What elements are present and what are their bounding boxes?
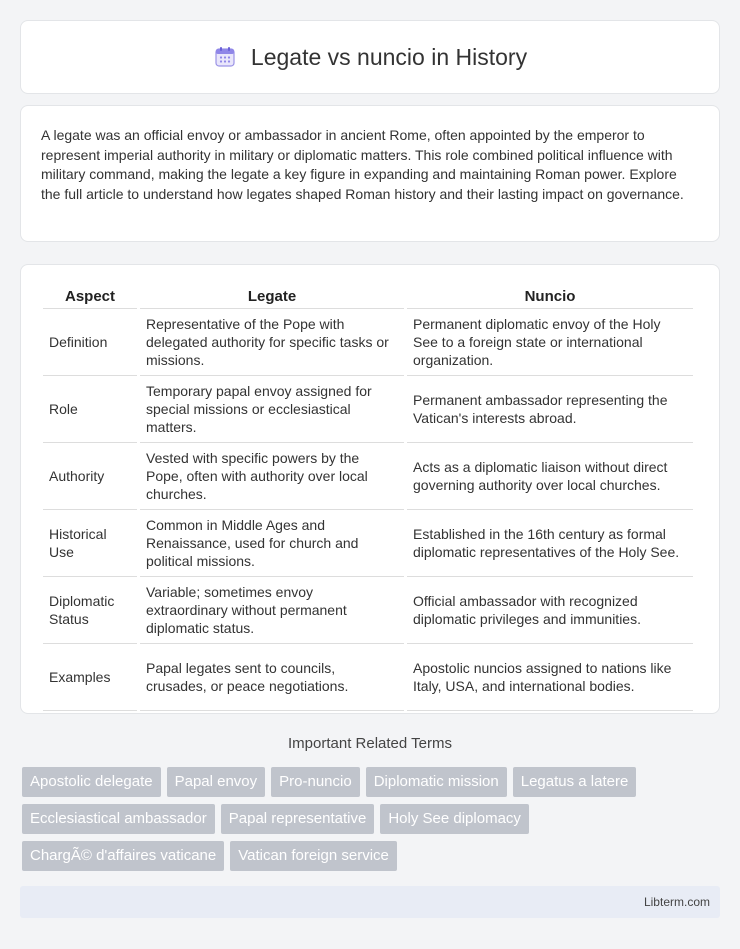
cell-nuncio: Permanent ambassador representing the Vatican's interests abroad. [407,376,693,443]
comparison-card [20,264,720,714]
header-nuncio: Nuncio [407,285,693,309]
cell-legate: Papal legates sent to councils, crusades, or peace negotiations. [140,644,404,711]
cell-legate: Representative of the Pope with delegated authority for specific tasks or missions. [140,309,404,376]
table-row [43,309,693,376]
cell-nuncio: Official ambassador with recognized diplomatic privileges and immunities. [407,577,693,644]
term-tag[interactable]: Ecclesiastical ambassador [22,804,215,834]
table-row [43,443,693,510]
term-tag[interactable]: Apostolic delegate [22,767,161,797]
cell-legate: Variable; sometimes envoy extraordinary without permanent diplomatic status. [140,577,404,644]
footer-bar [20,886,720,918]
table-header-row [43,285,693,309]
cell-aspect: Definition [43,309,137,376]
term-tag[interactable]: Legatus a latere [513,767,637,797]
cell-legate: Common in Middle Ages and Renaissance, used for church and political missions. [140,510,404,577]
header-legate: Legate [140,285,404,309]
cell-legate: Vested with specific powers by the Pope, often with authority over local churches. [140,443,404,510]
intro-text: A legate was an official envoy or ambassador in ancient Rome, often appointed by the emperor to represent imperial authority in military or diplomatic matters. This role combined political influence with military command, making the legate a key figure in expanding and maintaining Roman power. Explore the full article to understand how legates shaped Roman history and their lasting impact on governance. [41,127,684,202]
term-tag[interactable]: Diplomatic mission [366,767,507,797]
footer-site-link[interactable]: Libterm.com [643,895,710,909]
related-terms-list [22,767,722,871]
cell-aspect: Historical Use [43,510,137,577]
comparison-table [40,285,696,711]
cell-nuncio: Established in the 16th century as formal diplomatic representatives of the Holy See. [407,510,693,577]
related-terms-title: Important Related Terms [288,735,452,752]
term-tag[interactable]: Pro-nuncio [271,767,360,797]
table-row [43,510,693,577]
table-row [43,577,693,644]
intro-card [20,105,720,242]
cell-aspect: Diplomatic Status [43,577,137,644]
cell-nuncio: Permanent diplomatic envoy of the Holy See to a foreign state or international organization. [407,309,693,376]
cell-nuncio: Apostolic nuncios assigned to nations like Italy, USA, and international bodies. [407,644,693,711]
term-tag[interactable]: Holy See diplomacy [380,804,529,834]
header-card [20,20,720,94]
cell-legate: Temporary papal envoy assigned for special missions or ecclesiastical matters. [140,376,404,443]
cell-aspect: Role [43,376,137,443]
cell-aspect: Examples [43,644,137,711]
table-row [43,644,693,711]
term-tag[interactable]: Vatican foreign service [230,841,397,871]
cell-nuncio: Acts as a diplomatic liaison without direct governing authority over local churches. [407,443,693,510]
calendar-icon [213,45,237,69]
table-row [43,376,693,443]
page-title: Legate vs nuncio in History [250,43,528,70]
header-aspect: Aspect [43,285,137,309]
cell-aspect: Authority [43,443,137,510]
term-tag[interactable]: ChargÃ© d'affaires vaticane [22,841,224,871]
term-tag[interactable]: Papal representative [221,804,375,834]
term-tag[interactable]: Papal envoy [167,767,266,797]
